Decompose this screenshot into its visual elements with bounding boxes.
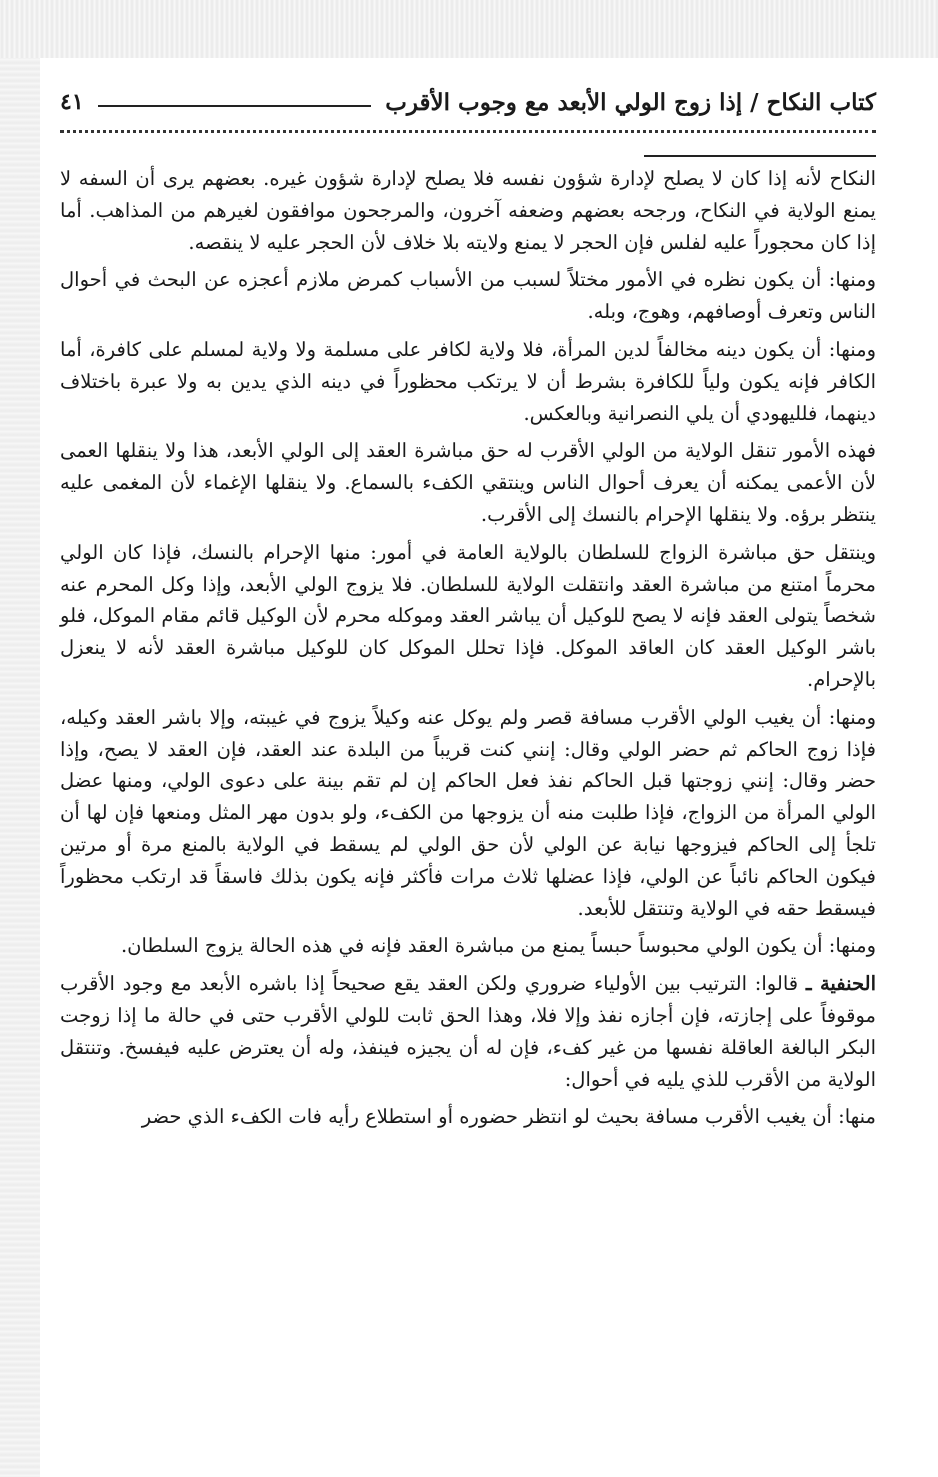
paragraph (60, 334, 876, 429)
page-number: ٤١ (60, 89, 84, 115)
header-title: كتاب النكاح / إذا زوج الولي الأبعد مع وجوب الأقرب (385, 88, 876, 116)
body-text (60, 163, 876, 1133)
paragraph (60, 968, 876, 1095)
book-page (60, 80, 876, 1139)
paragraph (60, 1101, 876, 1133)
paragraph-text: ومنها: أن يكون نظره في الأمور مختلاً لسبب من الأسباب كمرض ملازم أعجزه عن البحث في أحوال الناس وتعرف أوصافهم، وهوج، وبله. (60, 268, 876, 324)
paragraph-text: وينتقل حق مباشرة الزواج للسلطان بالولاية العامة في أمور: منها الإحرام بالنسك، فإذا كان الولي محرماً امتنع من مباشرة العقد وانتقلت الولاية للسلطان. فلا يزوج الولي الأبعد، وإذا وكل المحرم عنه شخصاً يتولى العقد فإنه لا يصح للوكيل أن يباشر العقد وموكله محرم لأن الوكيل قائم مقام الموكل، فلو باشر الوكيل العقد كان العاقد الموكل. فإذا تحلل الموكل كان للوكيل مباشرة العقد لأنه لا ينعزل بالإحرام. (60, 540, 876, 691)
paragraph-text: منها: أن يغيب الأقرب مسافة بحيث لو انتظر حضوره أو استطلاع رأيه فات الكفء الذي حضر (141, 1105, 876, 1129)
paragraph-text: ومنها: أن يغيب الولي الأقرب مسافة قصر ولم يوكل عنه وكيلاً يزوج في غيبته، وإلا باشر العقد وكيله، فإذا زوج الحاكم ثم حضر الولي وقال: إنني كنت قريباً من البلدة عند العقد، فإن العقد لا يصح، وإذا حضر وقال: إنني زوجتها قبل الحاكم نفذ فعل الحاكم إن لم تقم بينة على دعوى الولي، ومنها عضل الولي المرأة من الزواج، فإذا طلبت منه أن يزوجها من الكفء، ولو بدون مهر المثل ومنعها فإن لها أن تلجأ إلى الحاكم فيزوجها نيابة عن الولي لأن حق الولي لم يسقط في الولاية بالمنع مرة أو مرتين فيكون الحاكم نائباً عن الولي، فإذا عضلها ثلاث مرات فأكثر فإنه يكون بذلك فاسقاً قد ارتكب محظوراً فيسقط حقه في الولاية وتنتقل للأبعد. (60, 705, 876, 920)
header-rule (98, 105, 372, 107)
scan-edge-top (0, 0, 938, 58)
paragraph-text: قالوا: الترتيب بين الأولياء ضروري ولكن العقد يقع صحيحاً إذا باشره الأبعد مع وجود الأقرب موقوفاً على إجازته، فإن أجازه نفذ وإلا فلا، وهذا الحق ثابت للولي الأقرب حتى في حالة ما إذا زوجت البكر البالغة العاقلة نفسها من غير كفء، فإن له أن يجيزه فينفذ، وله أن يعترض عليه فيفسخ. وتنتقل الولاية من الأقرب للذي يليه في أحوال: (60, 972, 876, 1091)
paragraph (60, 930, 876, 962)
paragraph-lead: الحنفية ـ (805, 972, 876, 996)
paragraph (60, 264, 876, 328)
paragraph (60, 163, 876, 258)
paragraph-text: ومنها: أن يكون الولي محبوساً حبساً يمنع من مباشرة العقد فإنه في هذه الحالة يزوج السلطان. (120, 934, 876, 958)
running-header (60, 80, 876, 124)
scan-edge-left (0, 0, 40, 1477)
paragraph-text: فهذه الأمور تنقل الولاية من الولي الأقرب له حق مباشرة العقد إلى الولي الأبعد، هذا ولا ينقلها العمى لأن الأعمى يمكنه أن يعرف أحوال الناس وينتقي الكفء بالسماع. ولا ينقلها الإغماء لأن المغمى عليه ينتظر برؤه. ولا ينقلها الإحرام بالنسك إلى الأقرب. (60, 439, 876, 526)
paragraph (60, 702, 876, 925)
paragraph-text: النكاح لأنه إذا كان لا يصلح لإدارة شؤون نفسه فلا يصلح لإدارة شؤون غيره. بعضهم يرى أن السفه لا يمنع الولاية في النكاح، ورجحه بعضهم وضعفه آخرون، والمرجحون موافقون لغيرهم من المذاهب. أما إذا كان محجوراً عليه لفلس فإن الحجر لا يمنع ولايته بلا خلاف لأن الحجر عليه لا ينقصه. (60, 167, 876, 254)
dotted-separator (60, 130, 876, 133)
footnote-rule (644, 155, 876, 157)
paragraph-text: ومنها: أن يكون دينه مخالفاً لدين المرأة، فلا ولاية لكافر على مسلمة ولا ولاية لمسلم على كافرة، أما الكافر فإنه يكون ولياً للكافرة بشرط أن لا يرتكب محظوراً في دينه الذي يدين به ولا عبرة باختلاف دينهما، فلليهودي أن يلي النصرانية وبالعكس. (60, 337, 876, 425)
paragraph (60, 435, 876, 530)
paragraph (60, 537, 876, 696)
